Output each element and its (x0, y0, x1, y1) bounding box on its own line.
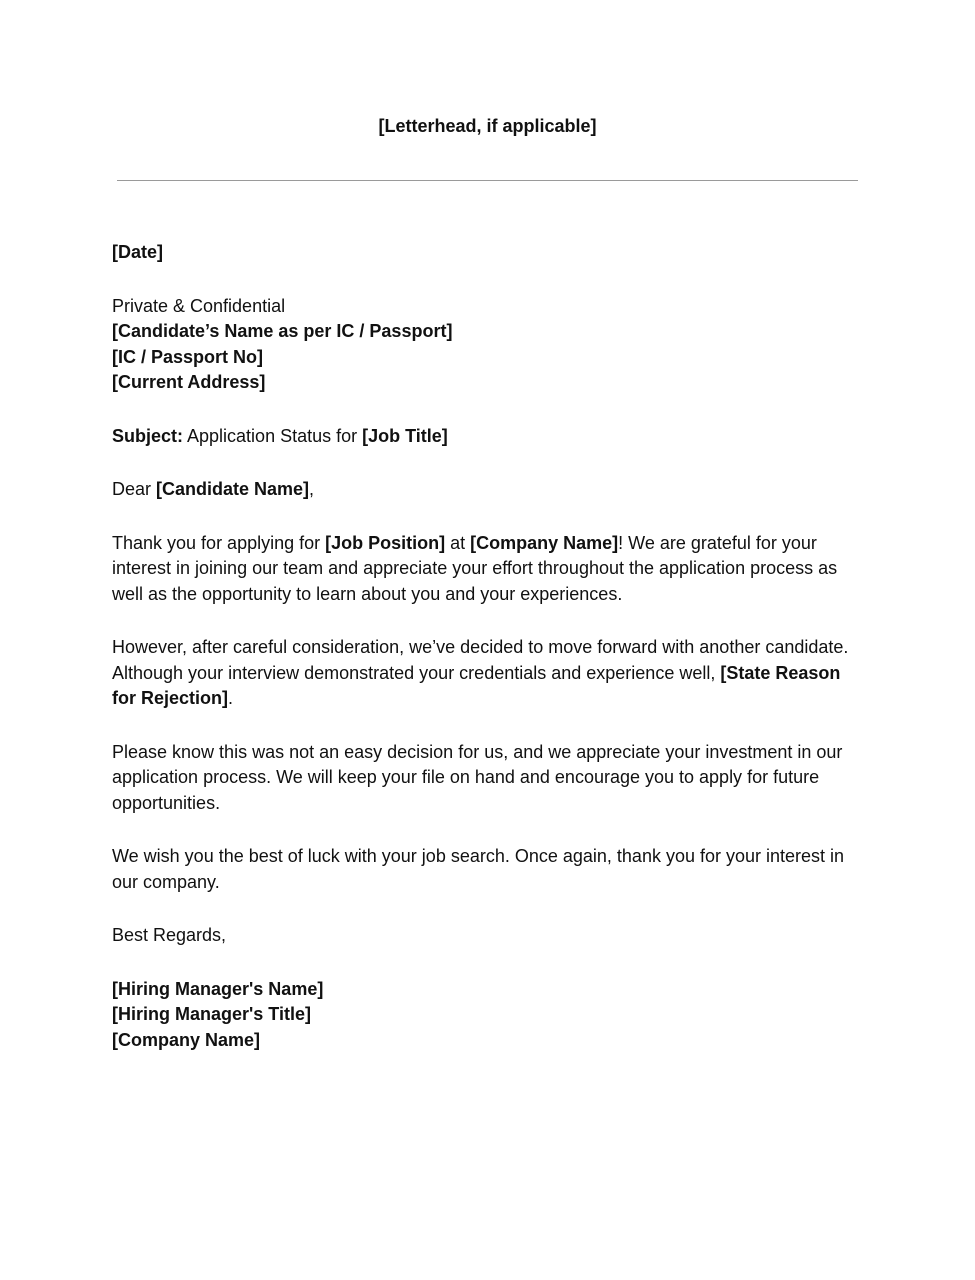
confidential-label: Private & Confidential (112, 295, 286, 316)
para1-text-3: ! We are grateful for your interest in joining our team and appreciate your effort throughout the application process as well as the opportunity to learn about you and your experiences. (112, 532, 838, 604)
subject-line (112, 424, 862, 450)
date: [Date] (112, 242, 164, 262)
subject-text: Application Status for (183, 425, 363, 446)
subject-job-title: [Job Title] (362, 425, 448, 446)
para2-text-2: . (228, 688, 234, 708)
recipient-address: [Current Address] (112, 372, 266, 392)
para1-text-2: at (445, 532, 471, 553)
header-divider (117, 180, 858, 181)
salutation-comma: , (309, 479, 315, 499)
salutation (112, 477, 862, 503)
subject-label: Subject: (112, 425, 184, 446)
date-block (112, 240, 862, 266)
signature-manager-name: [Hiring Manager's Name] (112, 978, 324, 999)
para2-reason: [State Reason for Rejection] (112, 662, 841, 708)
paragraph-3: Please know this was not an easy decision for us, and we appreciate your investment in our application process. We will keep your file on hand and encourage you to apply for future opportunities. (112, 741, 843, 813)
paragraph-4: We wish you the best of luck with your job search. Once again, thank you for your interest in our company. (112, 846, 845, 892)
signature-block (112, 977, 862, 1054)
para1-company: [Company Name] (470, 532, 619, 553)
recipient-name: [Candidate’s Name as per IC / Passport] (112, 321, 453, 341)
para1-text-1: Thank you for applying for (112, 532, 326, 553)
signature-company: [Company Name] (112, 1029, 261, 1050)
letter-body (112, 240, 862, 1081)
salutation-dear: Dear (112, 479, 157, 499)
closing: Best Regards, (112, 925, 227, 945)
para2-text-1: However, after careful consideration, we’ve decided to move forward with another candidate. Although your interview demonstrated your credentials and experience well, (112, 637, 849, 683)
letterhead: [Letterhead, if applicable] (378, 116, 597, 136)
para1-job-position: [Job Position] (325, 532, 446, 553)
paragraph-2 (112, 635, 862, 712)
recipient-block (112, 294, 862, 396)
salutation-name: [Candidate Name] (156, 479, 310, 499)
recipient-id: [IC / Passport No] (112, 346, 264, 367)
signature-manager-title: [Hiring Manager's Title] (112, 1004, 311, 1024)
paragraph-1 (112, 531, 862, 608)
